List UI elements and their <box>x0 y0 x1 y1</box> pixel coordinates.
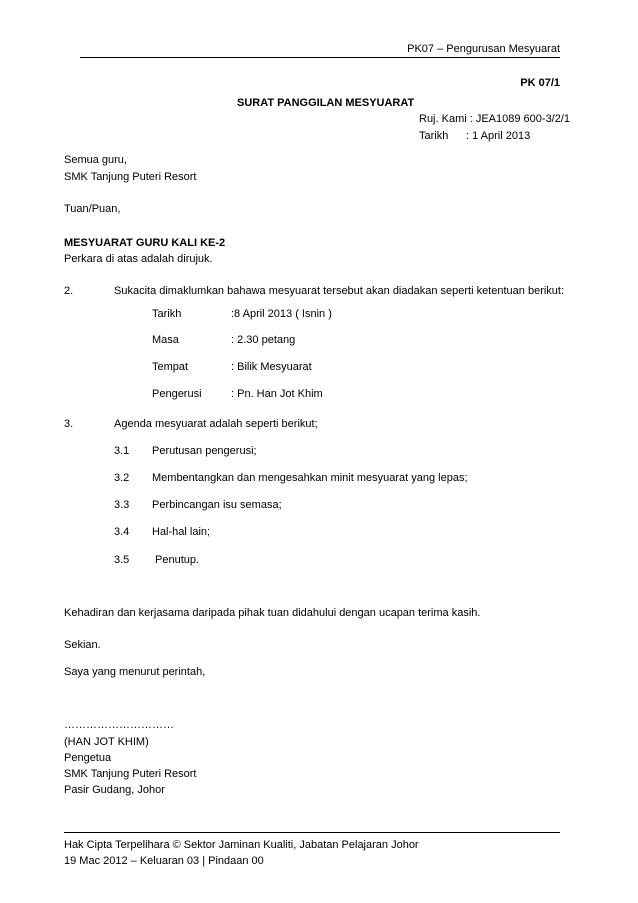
detail-label: Pengerusi <box>152 388 202 400</box>
detail-value: : Bilik Mesyuarat <box>231 361 312 373</box>
para3-text: Agenda mesyuarat adalah seperti berikut; <box>114 418 318 430</box>
signature-line: ………………………… <box>64 719 174 731</box>
footer-revision: 19 Mac 2012 – Keluaran 03 | Pindaan 00 <box>64 855 264 867</box>
agenda-text: Membentangkan dan mengesahkan minit mesyuarat yang lepas; <box>152 472 468 484</box>
detail-label: Tarikh <box>152 308 182 320</box>
agenda-number: 3.2 <box>114 472 130 484</box>
agenda-number: 3.3 <box>114 499 130 511</box>
footer-copyright: Hak Cipta Terpelihara © Sektor Jaminan Kualiti, Jabatan Pelajaran Johor <box>64 839 419 851</box>
reference-line: Perkara di atas adalah dirujuk. <box>64 253 213 265</box>
agenda-text: Penutup. <box>155 554 200 566</box>
detail-value: :8 April 2013 ( Isnin ) <box>231 308 332 320</box>
detail-value: : Pn. Han Jot Khim <box>231 388 323 400</box>
signer-name: (HAN JOT KHIM) <box>64 736 149 748</box>
reference-number: Ruj. Kami : JEA1089 600-3/2/1 <box>419 113 571 125</box>
detail-label: Masa <box>152 334 179 346</box>
agenda-number: 3.4 <box>114 526 130 538</box>
header-rule <box>80 57 560 58</box>
form-code: PK 07/1 <box>520 77 560 89</box>
closing-sekian: Sekian. <box>64 639 101 651</box>
date-value: : 1 April 2013 <box>466 130 531 142</box>
agenda-text: Hal-hal lain; <box>152 526 211 538</box>
agenda-text: Perutusan pengerusi; <box>152 445 257 457</box>
signer-school: SMK Tanjung Puteri Resort <box>64 768 197 780</box>
recipient-line2: SMK Tanjung Puteri Resort <box>64 171 197 183</box>
agenda-text: Perbincangan isu semasa; <box>152 499 282 511</box>
para2-text: Sukacita dimaklumkan bahawa mesyuarat tersebut akan diadakan seperti ketentuan berikut: <box>114 285 565 297</box>
closing-perintah: Saya yang menurut perintah, <box>64 666 206 678</box>
footer-rule <box>64 832 560 833</box>
para3-number: 3. <box>64 418 74 430</box>
signer-title: Pengetua <box>64 752 112 764</box>
para2-number: 2. <box>64 285 74 297</box>
closing-thanks: Kehadiran dan kerjasama daripada pihak tuan didahului dengan ucapan terima kasih. <box>64 607 481 619</box>
header-doc-ref: PK07 – Pengurusan Mesyuarat <box>407 43 560 55</box>
agenda-number: 3.1 <box>114 445 130 457</box>
recipient-line1: Semua guru, <box>64 154 127 166</box>
date-label: Tarikh <box>419 130 449 142</box>
signer-place: Pasir Gudang, Johor <box>64 784 165 796</box>
salutation: Tuan/Puan, <box>64 203 121 215</box>
letter-title: SURAT PANGGILAN MESYUARAT <box>237 97 415 109</box>
subject: MESYUARAT GURU KALI KE-2 <box>64 237 226 249</box>
agenda-number: 3.5 <box>114 554 130 566</box>
detail-label: Tempat <box>152 361 189 373</box>
detail-value: : 2.30 petang <box>231 334 296 346</box>
